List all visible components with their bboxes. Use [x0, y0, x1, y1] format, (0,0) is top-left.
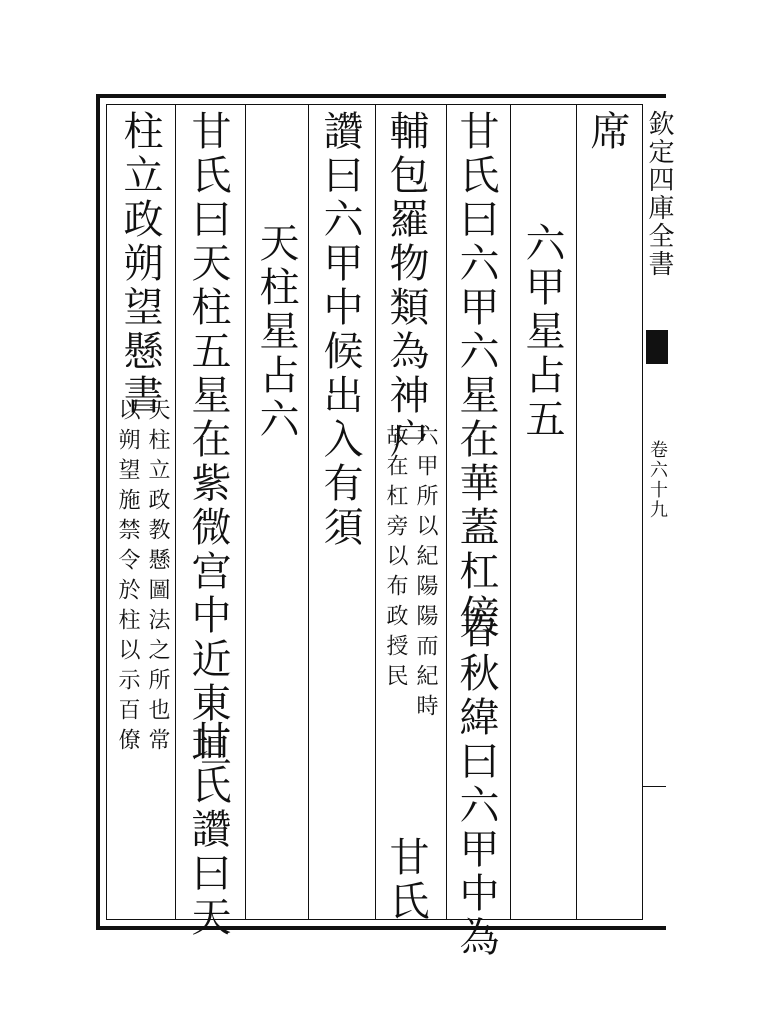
text-column-4b: 甘氏	[383, 836, 429, 924]
text-column-3b: 春秋緯曰六甲中為	[453, 608, 499, 960]
text-column-7b: 甘氏讚曰天	[185, 720, 231, 940]
column-rule	[510, 104, 511, 920]
margin-rule	[642, 104, 643, 920]
margin-tick	[642, 786, 666, 787]
column-rule	[245, 104, 246, 920]
section-heading-liujia: 六甲星占五	[519, 222, 565, 442]
annotation-left: 故在杠旁以布政授民	[383, 424, 408, 694]
margin-title: 欽定四庫全書	[644, 110, 674, 278]
annotation-right: 天柱立政教懸圖法之所也常	[145, 398, 170, 758]
column-rule	[175, 104, 176, 920]
text-column-3a: 甘氏曰六甲六星在華蓋杠傍	[453, 110, 499, 638]
column-rule	[375, 104, 376, 920]
text-column-5: 讚曰六甲中候出入有須	[317, 110, 363, 550]
text-column-7a: 甘氏曰天柱五星在紫微宫中近東垣	[185, 110, 231, 770]
fish-tail-mark	[646, 330, 668, 364]
text-column-8a: 柱立政朔望懸書	[117, 110, 163, 418]
text-column-4a: 輔包羅物類為神户	[383, 110, 429, 462]
column-rule	[446, 104, 447, 920]
section-heading-tianzhu: 天柱星占六	[253, 222, 299, 442]
text-column-1: 席	[584, 110, 630, 154]
annotation-right: 六甲所以紀陽陽而紀時	[413, 424, 438, 724]
column-rule	[308, 104, 309, 920]
column-rule	[576, 104, 577, 920]
annotation-left: 以朔望施禁令於柱以示百僚	[115, 398, 140, 758]
margin-volume: 卷六十九	[647, 440, 668, 520]
